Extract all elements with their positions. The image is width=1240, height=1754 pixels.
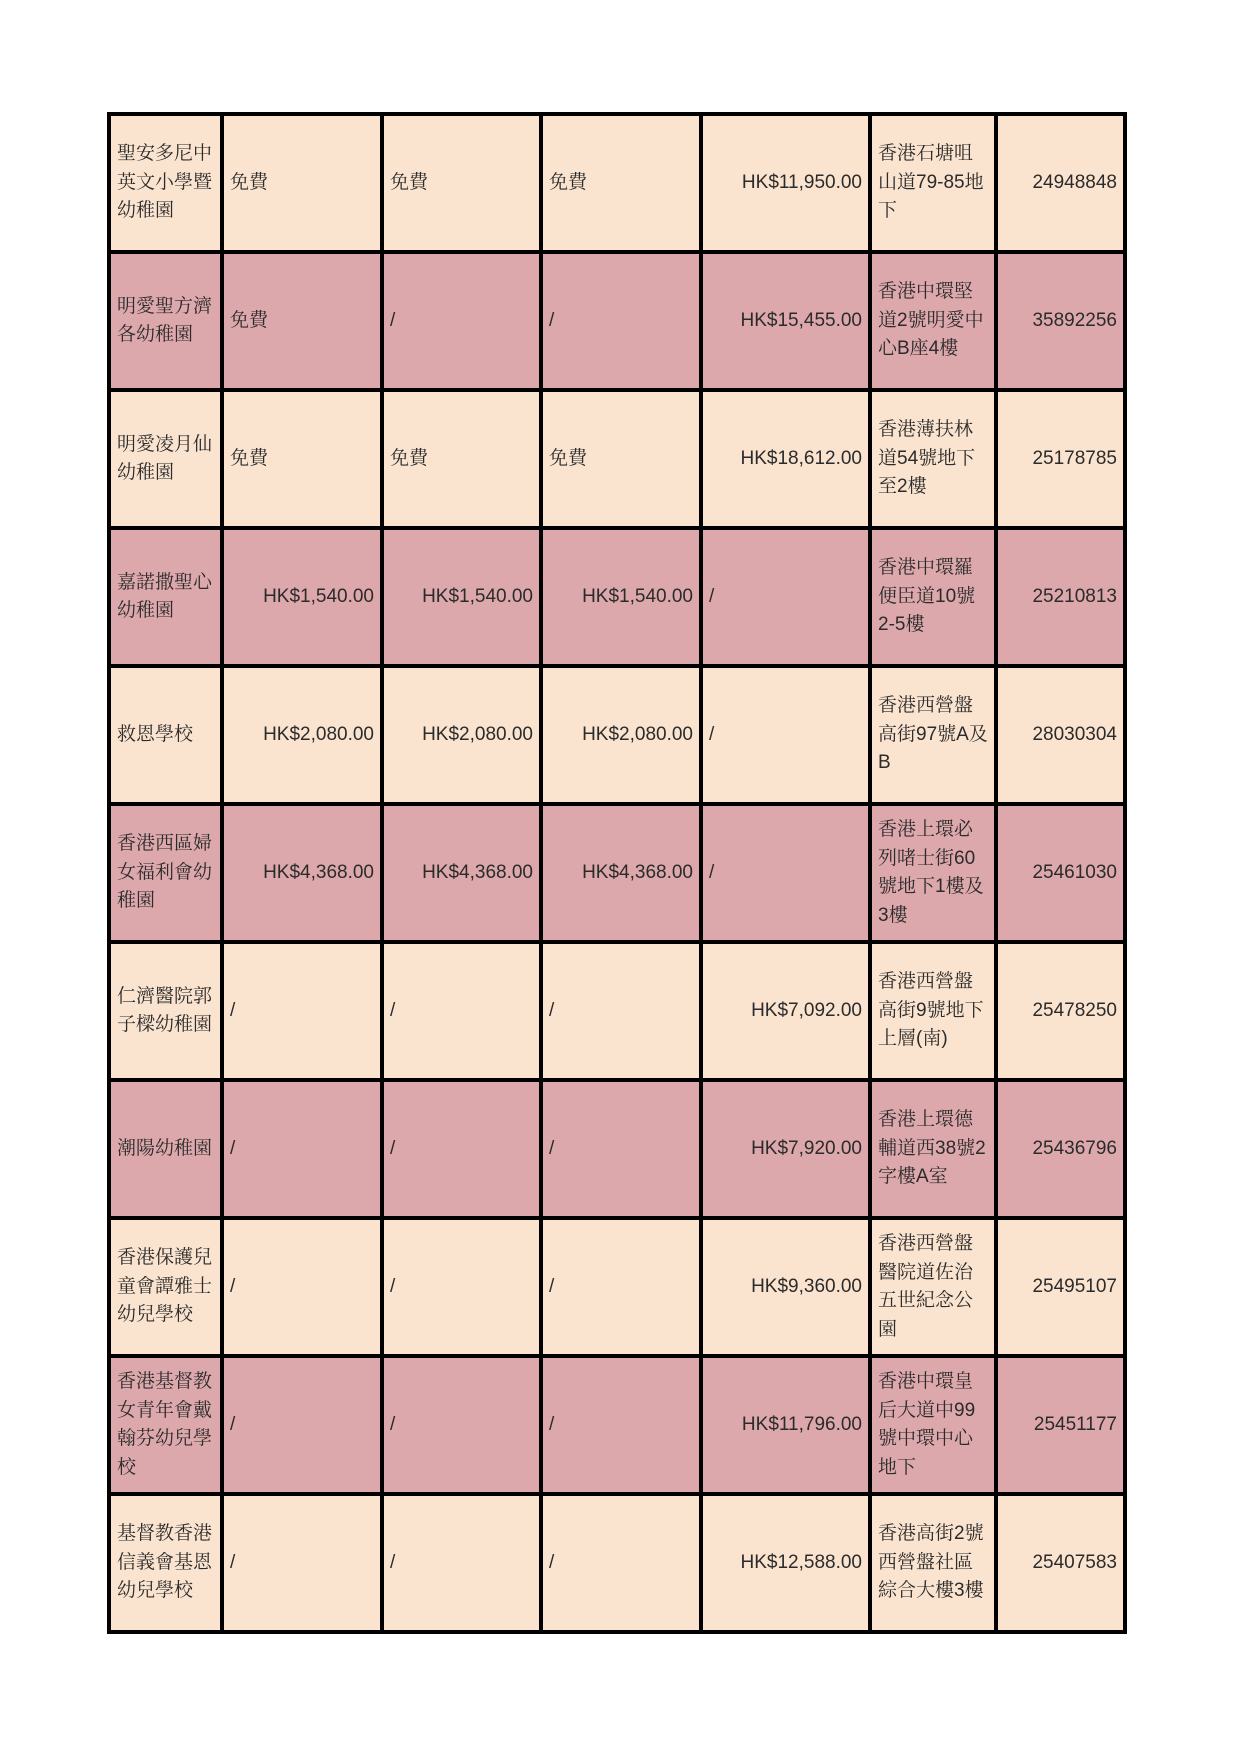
cell-fee-2: 免費 [382,390,541,528]
cell-fee-3: 免費 [541,114,701,252]
cell-fee-1: 免費 [222,390,382,528]
cell-fee-1: / [222,942,382,1080]
cell-fee-4: HK$18,612.00 [701,390,870,528]
cell-fee-1: 免費 [222,252,382,390]
cell-phone: 25478250 [996,942,1125,1080]
cell-fee-2: / [382,1494,541,1632]
cell-fee-4: / [701,804,870,942]
cell-fee-2: / [382,252,541,390]
table-row [109,390,1125,528]
cell-fee-1: / [222,1218,382,1356]
cell-phone: 24948848 [996,114,1125,252]
cell-fee-3: / [541,942,701,1080]
cell-fee-3: / [541,1356,701,1494]
cell-fee-2: HK$1,540.00 [382,528,541,666]
cell-fee-2: / [382,1218,541,1356]
cell-fee-1: HK$1,540.00 [222,528,382,666]
table-row [109,528,1125,666]
cell-school-name: 明愛凌月仙幼稚園 [109,390,222,528]
cell-phone: 35892256 [996,252,1125,390]
cell-address: 香港西營盤醫院道佐治五世紀念公園 [870,1218,996,1356]
cell-school-name: 嘉諾撒聖心幼稚園 [109,528,222,666]
cell-fee-3: HK$4,368.00 [541,804,701,942]
table-row [109,804,1125,942]
cell-fee-4: / [701,528,870,666]
cell-school-name: 香港保護兒童會譚雅士幼兒學校 [109,1218,222,1356]
cell-fee-4: HK$11,796.00 [701,1356,870,1494]
cell-fee-2: / [382,1080,541,1218]
cell-phone: 25178785 [996,390,1125,528]
cell-fee-4: HK$15,455.00 [701,252,870,390]
cell-phone: 25495107 [996,1218,1125,1356]
cell-fee-4: HK$9,360.00 [701,1218,870,1356]
cell-fee-2: 免費 [382,114,541,252]
cell-fee-1: HK$4,368.00 [222,804,382,942]
cell-address: 香港中環皇后大道中99號中環中心地下 [870,1356,996,1494]
cell-fee-3: HK$1,540.00 [541,528,701,666]
cell-fee-1: HK$2,080.00 [222,666,382,804]
cell-address: 香港高街2號西營盤社區綜合大樓3樓 [870,1494,996,1632]
cell-address: 香港上環必列啫士街60號地下1樓及3樓 [870,804,996,942]
cell-fee-3: / [541,1080,701,1218]
cell-phone: 25451177 [996,1356,1125,1494]
cell-address: 香港薄扶林道54號地下至2樓 [870,390,996,528]
cell-fee-2: / [382,942,541,1080]
cell-fee-4: HK$7,920.00 [701,1080,870,1218]
cell-fee-4: / [701,666,870,804]
cell-phone: 25210813 [996,528,1125,666]
table-row [109,1494,1125,1632]
kindergarten-fee-table [107,112,1127,1634]
cell-fee-2: HK$2,080.00 [382,666,541,804]
cell-address: 香港上環德輔道西38號2字樓A室 [870,1080,996,1218]
cell-address: 香港石塘咀山道79-85地下 [870,114,996,252]
table-row [109,1356,1125,1494]
cell-school-name: 香港基督教女青年會戴翰芬幼兒學校 [109,1356,222,1494]
cell-school-name: 救恩學校 [109,666,222,804]
cell-school-name: 明愛聖方濟各幼稚園 [109,252,222,390]
cell-phone: 28030304 [996,666,1125,804]
cell-fee-1: 免費 [222,114,382,252]
cell-school-name: 聖安多尼中英文小學暨幼稚園 [109,114,222,252]
cell-school-name: 基督教香港信義會基恩幼兒學校 [109,1494,222,1632]
cell-school-name: 香港西區婦女福利會幼稚園 [109,804,222,942]
cell-school-name: 潮陽幼稚園 [109,1080,222,1218]
cell-fee-1: / [222,1356,382,1494]
cell-phone: 25407583 [996,1494,1125,1632]
cell-fee-4: HK$7,092.00 [701,942,870,1080]
cell-fee-3: / [541,1494,701,1632]
cell-school-name: 仁濟醫院郭子樑幼稚園 [109,942,222,1080]
table-row [109,252,1125,390]
cell-address: 香港西營盤高街97號A及B [870,666,996,804]
table-row [109,666,1125,804]
cell-fee-4: HK$12,588.00 [701,1494,870,1632]
table-row [109,1080,1125,1218]
table-row [109,1218,1125,1356]
table-body [109,114,1125,1632]
cell-fee-2: HK$4,368.00 [382,804,541,942]
cell-fee-3: HK$2,080.00 [541,666,701,804]
cell-phone: 25461030 [996,804,1125,942]
cell-fee-4: HK$11,950.00 [701,114,870,252]
cell-fee-2: / [382,1356,541,1494]
cell-address: 香港中環堅道2號明愛中心B座4樓 [870,252,996,390]
cell-address: 香港西營盤高街9號地下上層(南) [870,942,996,1080]
cell-fee-3: 免費 [541,390,701,528]
cell-phone: 25436796 [996,1080,1125,1218]
cell-fee-1: / [222,1494,382,1632]
cell-fee-3: / [541,252,701,390]
table-row [109,942,1125,1080]
cell-fee-3: / [541,1218,701,1356]
cell-address: 香港中環羅便臣道10號2-5樓 [870,528,996,666]
cell-fee-1: / [222,1080,382,1218]
table-row [109,114,1125,252]
